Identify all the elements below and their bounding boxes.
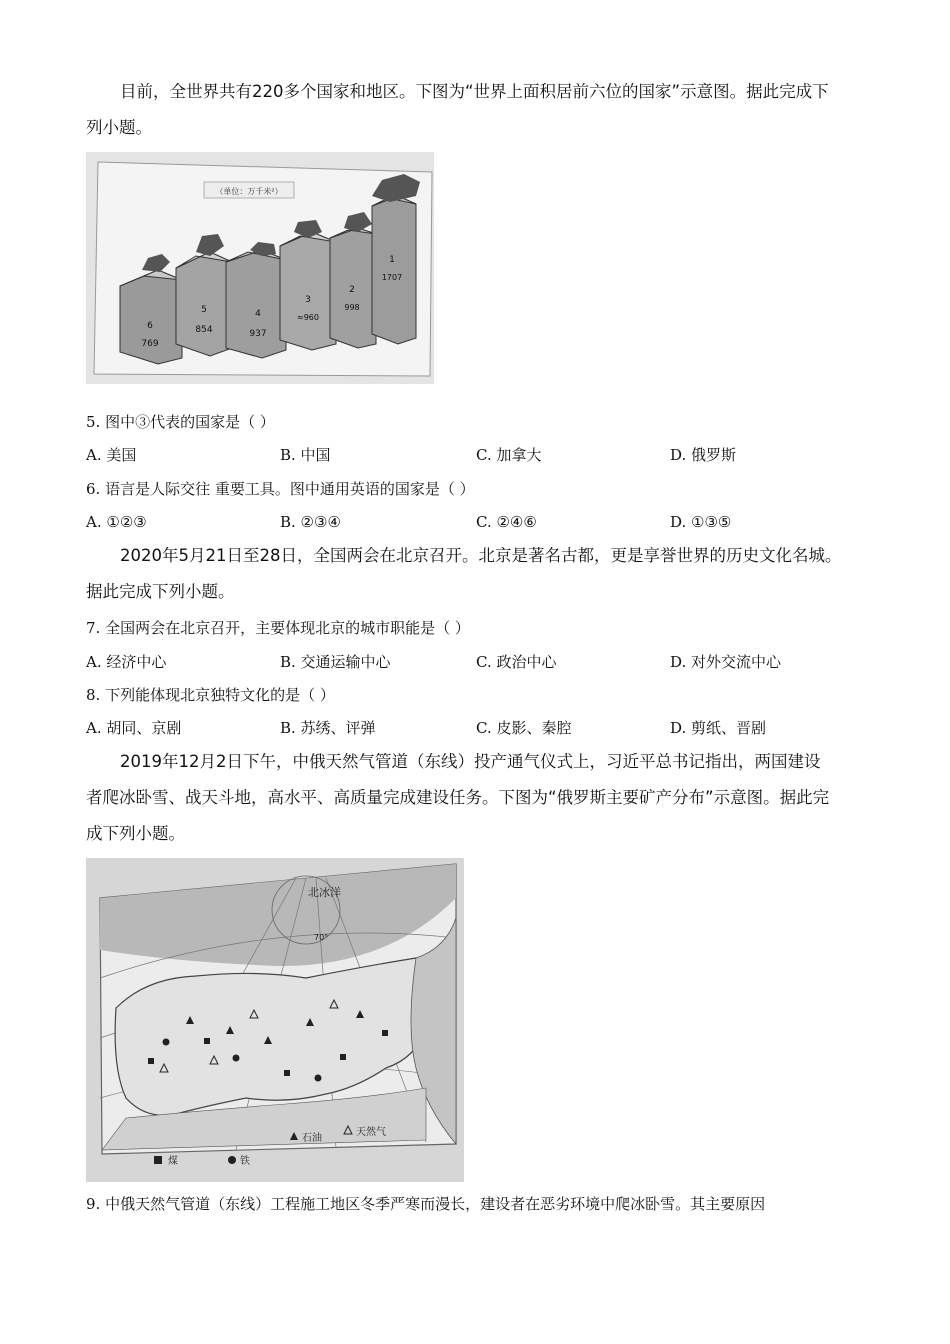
intro-paragraph-1 — [86, 74, 870, 146]
column-1-num: 1 — [389, 255, 395, 265]
question-7-stem: 7. 全国两会在北京召开，主要体现北京的城市职能是（ ） — [86, 619, 470, 637]
q8-option-a[interactable]: A. 胡同、京剧 — [86, 719, 182, 737]
intro-3-line-3: 成下列小题。 — [86, 824, 185, 843]
intro-2-line-1: 2020年5月21日至28日，全国两会在北京召开。北京是著名古都，更是享誉世界的历史文化名城。 — [120, 546, 842, 565]
q5-option-c[interactable]: C. 加拿大 — [476, 446, 542, 464]
intro-3-line-1: 2019年12月2日下午，中俄天然气管道（东线）投产通气仪式上，习近平总书记指出，两国建设 — [120, 752, 821, 771]
russia-minerals-map — [86, 858, 464, 1182]
intro-1-line-1: 目前，全世界共有220多个国家和地区。下图为“世界上面积居前六位的国家”示意图。据此完成下 — [120, 82, 829, 101]
q6-option-b[interactable]: B. ②③④ — [280, 513, 341, 531]
intro-3-line-2: 者爬冰卧雪、战天斗地，高水平、高质量完成建设任务。下图为“俄罗斯主要矿产分布”示意图。据此完 — [86, 788, 830, 807]
q6-option-c[interactable]: C. ②④⑥ — [476, 513, 537, 531]
latitude-label: 70° — [314, 933, 329, 942]
question-5-stem: 5. 图中③代表的国家是（ ） — [86, 413, 275, 431]
russia-minerals-map-svg — [86, 858, 464, 1182]
intro-paragraph-3 — [86, 744, 870, 852]
legend-oil: 石油 — [302, 1133, 322, 1144]
q7-option-b[interactable]: B. 交通运输中心 — [280, 653, 391, 671]
q7-option-c[interactable]: C. 政治中心 — [476, 653, 557, 671]
question-8-stem: 8. 下列能体现北京独特文化的是（ ） — [86, 686, 335, 704]
legend-coal: 煤 — [168, 1156, 178, 1167]
unit-label: （单位：万千米²） — [215, 187, 283, 196]
legend-iron-symbol — [228, 1156, 236, 1164]
question-7-options — [86, 652, 876, 672]
column-5-value: 854 — [195, 325, 213, 335]
q7-option-a[interactable]: A. 经济中心 — [86, 653, 167, 671]
legend-iron: 铁 — [240, 1156, 250, 1167]
column-2-num: 2 — [349, 285, 355, 295]
column-4 — [226, 242, 286, 358]
column-3-num: 3 — [305, 295, 311, 305]
intro-paragraph-2 — [86, 538, 870, 610]
question-5-options — [86, 445, 876, 465]
column-4-value: 937 — [249, 329, 267, 339]
legend-coal-symbol — [154, 1156, 162, 1164]
column-6-num: 6 — [147, 321, 153, 331]
column-2-value: 998 — [344, 303, 360, 312]
column-4-num: 4 — [255, 309, 261, 319]
q5-option-d[interactable]: D. 俄罗斯 — [670, 446, 737, 464]
question-9-stem: 9. 中俄天然气管道（东线）工程施工地区冬季严寒而漫长，建设者在恶劣环境中爬冰卧雪。其主要原因 — [86, 1195, 766, 1213]
q6-option-a[interactable]: A. ①②③ — [86, 513, 147, 531]
question-8-options — [86, 718, 876, 738]
q8-option-c[interactable]: C. 皮影、秦腔 — [476, 719, 572, 737]
q8-option-b[interactable]: B. 苏绣、评弹 — [280, 719, 376, 737]
column-6-value: 769 — [141, 339, 159, 349]
question-6-options — [86, 512, 876, 532]
intro-1-line-2: 列小题。 — [86, 118, 152, 137]
column-5-num: 5 — [201, 305, 207, 315]
column-1-value: 1707 — [381, 273, 403, 282]
q7-option-d[interactable]: D. 对外交流中心 — [670, 653, 782, 671]
question-6-stem: 6. 语言是人际交往 重要工具。图中通用英语的国家是（ ） — [86, 480, 475, 498]
q5-option-a[interactable]: A. 美国 — [86, 446, 137, 464]
q5-option-b[interactable]: B. 中国 — [280, 446, 331, 464]
q6-option-d[interactable]: D. ①③⑤ — [670, 513, 732, 531]
country-area-figure — [86, 152, 434, 384]
intro-2-line-2: 据此完成下列小题。 — [86, 582, 235, 601]
column-3-value: ≈960 — [297, 313, 319, 322]
arctic-ocean-label: 北冰洋 — [308, 886, 341, 899]
legend-gas: 天然气 — [356, 1127, 386, 1138]
country-area-figure-svg — [86, 152, 434, 384]
q8-option-d[interactable]: D. 剪纸、晋剧 — [670, 719, 767, 737]
